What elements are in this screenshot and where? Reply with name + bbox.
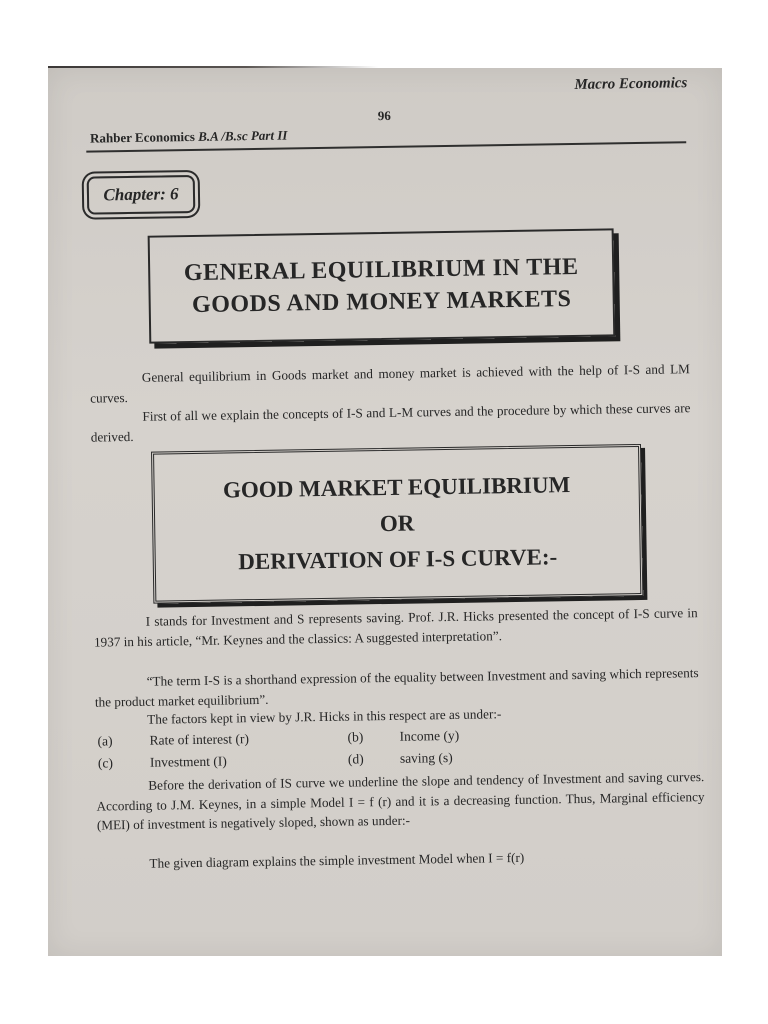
factor-value: saving (s) xyxy=(399,749,453,766)
body-paragraph-2: “The term I-S is a shorthand expression of the equality between Investment and saving which represents the product market equilibrium”. xyxy=(94,665,699,710)
chapter-badge: Chapter: 6 xyxy=(87,175,196,215)
subject-header: Macro Economics xyxy=(574,75,688,93)
factor-key: (c) xyxy=(97,755,114,771)
factor-key: (b) xyxy=(347,729,364,745)
book-title xyxy=(90,127,288,146)
factor-value: Rate of interest (r) xyxy=(149,731,250,748)
body-paragraph-5: The given diagram explains the simple investment Model when I = f(r) xyxy=(149,849,525,871)
book-title-prefix: Rahber Economics xyxy=(89,128,199,146)
factor-key: (a) xyxy=(97,733,113,749)
section-title-line2: OR xyxy=(379,510,415,537)
factor-list xyxy=(97,723,578,775)
book-title-italic: B.A /B.sc Part II xyxy=(198,127,288,144)
chapter-title-line2: GOODS AND MONEY MARKETS xyxy=(191,286,572,319)
chapter-title-line1: GENERAL EQUILIBRIUM IN THE xyxy=(183,253,579,287)
body-paragraph-3: The factors kept in view by J.R. Hicks in this respect are as under:- xyxy=(147,706,502,727)
section-title-box xyxy=(151,444,643,604)
body-paragraph-4: Before the derivation of IS curve we underline the slope and tendency of Investment and saving curves. According to J.M. Keynes, in a simple Model I = f (r) and it is a decreasing function. Thus, Marginal efficiency (MEI) of investment is negatively sloped, shown as under:- xyxy=(96,769,705,833)
factor-key: (d) xyxy=(347,751,364,767)
section-title-line1: GOOD MARKET EQUILIBRIUM xyxy=(222,472,571,503)
factor-value: Income (y) xyxy=(399,727,460,744)
page-number: 96 xyxy=(377,107,391,124)
intro-paragraph-2: First of all we explain the concepts of I-S and L-M curves and the procedure by which these curves are derived. xyxy=(90,400,691,445)
page-content xyxy=(41,63,729,961)
factor-value: Investment (I) xyxy=(149,753,227,770)
body-paragraph-1: I stands for Investment and S represents saving. Prof. J.R. Hicks presented the concept of I-S curve in 1937 in his article, “Mr. Keynes and the classics: A suggested interpretation”. xyxy=(93,605,698,650)
intro-paragraph-1: General equilibrium in Goods market and money market is achieved with the help of I-S and LM curves. xyxy=(90,361,690,406)
section-title-line3: DERIVATION OF I-S CURVE:- xyxy=(238,544,558,575)
chapter-title-box xyxy=(148,228,616,343)
